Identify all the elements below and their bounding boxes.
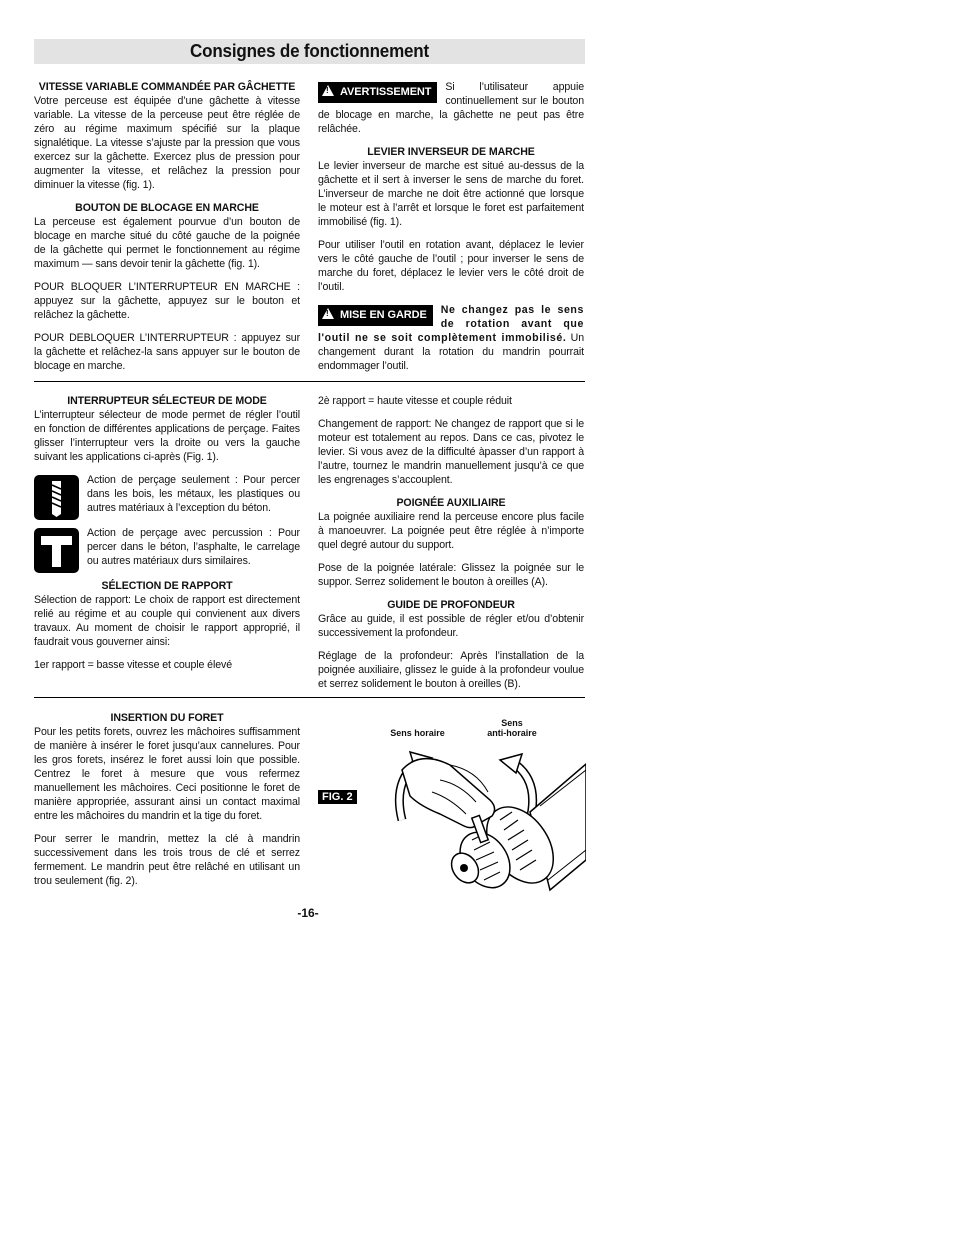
para-depth-2: Réglage de la profondeur: Après l’installation de la poignée auxiliaire, glissez le guide à la profondeur voulue et serrez solidement le bouton à oreilles (B). [318, 650, 584, 690]
mode-drill-text: Action de perçage seulement : Pour percer dans les bois, les métaux, les plastiques ou autres matériaux à l’exception du béton. [87, 474, 300, 514]
caution-badge-label: MISE EN GARDE [340, 309, 427, 321]
mode-drill-row [34, 473, 300, 520]
para-lock-2: POUR BLOQUER L’INTERRUPTEUR EN MARCHE : appuyez sur la gâchette, appuyez sur le bouton et relâchez la gâchette. [34, 281, 300, 321]
para-variable-speed: Votre perceuse est équipée d’une gâchette à vitesse variable. La vitesse de la perceuse peut être réglée de zéro au régime maximum spécifié sur la plaque signalétique. La vitesse s’ajuste par la pression que vous exercez sur la gâchette. Exercez plus de pression pour augmenter la vitesse, et relâchez la pression pour diminuer la vitesse (fig. 1). [34, 95, 300, 191]
heading-lock-button: BOUTON DE BLOCAGE EN MARCHE [75, 202, 259, 214]
para-insert-2: Pour serrer le mandrin, mettez la clé à mandrin successivement dans les trois trous de clé et serrez fermement. Le mandrin peut être relâché en utilisant un trou seulement (fig. 2). [34, 833, 300, 887]
figure-label: FIG. 2 [318, 790, 357, 804]
caution-icon [322, 308, 334, 319]
para-lock-3: POUR DEBLOQUER L’INTERRUPTEUR : appuyez sur la gâchette et relâchez-la sans appuyer sur le bouton de blocage en marche. [34, 332, 300, 372]
para-reverse-2: Pour utiliser l’outil en rotation avant, déplacez le levier vers le côté gauche de l’outil ; pour inverser le sens de marche du foret, déplacez le levier vers le côté droit de l’outil. [318, 239, 584, 293]
para-gear-selection: Sélection de rapport: Le choix de rapport est directement relié au régime et au couple qui convienent aux divers travaux. Au moment de choisir le rapport approprié, il faudrait vous gouverner ainsi: [34, 594, 300, 648]
para-depth-1: Grâce au guide, il est possible de régler et/ou d’obtenir successivement la profondeur. [318, 613, 584, 639]
section-bit-insertion [34, 711, 300, 897]
section-divider-1 [34, 381, 585, 382]
para-reverse-1: Le levier inverseur de marche est situé au-dessus de la gâchette et il sert à inverser le sens de marche du foret. L’inverseur de marche ne doit être actionné que lorsque le moteur est à l’arrêt et lorsque le foret est parfaitement immobilisé (fig. 1). [318, 160, 584, 228]
section-mode-left [34, 394, 300, 681]
caution-text: Un changement durant la rotation du mandrin pourrait endommager l’outil. [318, 332, 585, 372]
heading-reverse-lever: LEVIER INVERSEUR DE MARCHE [367, 146, 535, 158]
mode-hammer-row [34, 526, 300, 573]
heading-aux-handle: POIGNÉE AUXILIAIRE [396, 497, 506, 509]
heading-mode-selector: INTERRUPTEUR SÉLECTEUR DE MODE [67, 395, 267, 407]
hammer-icon [34, 528, 79, 573]
counterclockwise-label-line2: anti-horaire [487, 728, 537, 738]
para-lock-1: La perceuse est également pourvue d’un bouton de blocage en marche situé du côté gauche de la poignée de la gâchette qui permet le fonctionnement au régime maximum — sans devoir tenir la gâchette (fig. 1). [34, 216, 300, 270]
clockwise-label: Sens horaire [390, 728, 445, 738]
para-mode-selector: L’interrupteur sélecteur de mode permet de régler l’outil en fonction de différentes applications de perçage. Faites glisser l’interrupteur vers la droite ou vers la gauche suivant les applications ci-après (Fig. 1). [34, 409, 300, 463]
counterclockwise-label [480, 718, 544, 738]
mode-hammer-text: Action de perçage avec percussion : Pour percer dans le béton, l’asphalte, le carrelage ou autres matériaux durs similaires. [87, 527, 300, 567]
warning-block [318, 80, 584, 136]
warning-badge-label: AVERTISSEMENT [340, 86, 432, 98]
heading-gear-selection: SÉLECTION DE RAPPORT [101, 580, 233, 592]
section-trigger-left [34, 80, 300, 382]
caution-block [318, 303, 584, 373]
warning-icon [322, 85, 334, 96]
para-gear-2: 2è rapport = haute vitesse et couple réduit [318, 395, 512, 407]
section-mode-right [318, 394, 584, 700]
para-aux-2: Pose de la poignée latérale: Glissez la poignée sur le suppor. Serrez solidement le bouton à oreilles (A). [318, 562, 584, 588]
heading-variable-speed: VITESSE VARIABLE COMMANDÉE PAR GÂCHETTE [38, 81, 296, 93]
page-title: Consignes de fonctionnement [190, 40, 429, 61]
page-header-bar [34, 39, 585, 64]
drill-bit-icon [34, 475, 79, 520]
section-divider-2 [34, 697, 585, 698]
caution-badge [318, 305, 433, 326]
warning-text: Si l’utilisateur appuie continuellement sur le bouton de blocage en marche, la gâchette ne peut pas être relâchée. [318, 81, 584, 135]
heading-bit-insertion: INSERTION DU FORET [110, 712, 224, 724]
section-trigger-right [318, 80, 584, 373]
para-aux-1: La poignée auxiliaire rend la perceuse encore plus facile à manoeuvrer. La poignée peut être réglée à n’importe quel degré autour du support. [318, 511, 584, 551]
chuck-key-illustration [380, 740, 586, 895]
heading-depth-guide: GUIDE DE PROFONDEUR [387, 599, 515, 611]
para-gear-change: Changement de rapport: Ne changez de rapport que si le moteur est totalement au repos. Dans ce cas, pivotez le levier. Si vous avez de la difficulté àpasser d’un rapport à l’autre, tournez le mandrin manuellement jusqu’à ce que les engrenages s’accouplent. [318, 418, 584, 486]
page-number: -16- [297, 906, 319, 920]
para-gear-1: 1er rapport = basse vitesse et couple élevé [34, 659, 232, 671]
warning-badge [318, 82, 437, 103]
para-insert-1: Pour les petits forets, ouvrez les mâchoires suffisamment de manière à insérer le foret jusqu’aux cannelures. Pour les gros forets, insérez le foret aussi loin que possible. Centrez le foret à mesure que vous refermez manuellement les mâchoires. Ceci positionne le foret de manière appropriée, assurant ainsi un contact maximal entre les mâchoires du mandrin et la tige du foret. [34, 726, 300, 822]
counterclockwise-label-line1: Sens [501, 718, 523, 728]
caution-bold-text: Ne changez pas le sens de rotation avant que l'outil ne se soit complètement immobilisé. [318, 304, 584, 344]
